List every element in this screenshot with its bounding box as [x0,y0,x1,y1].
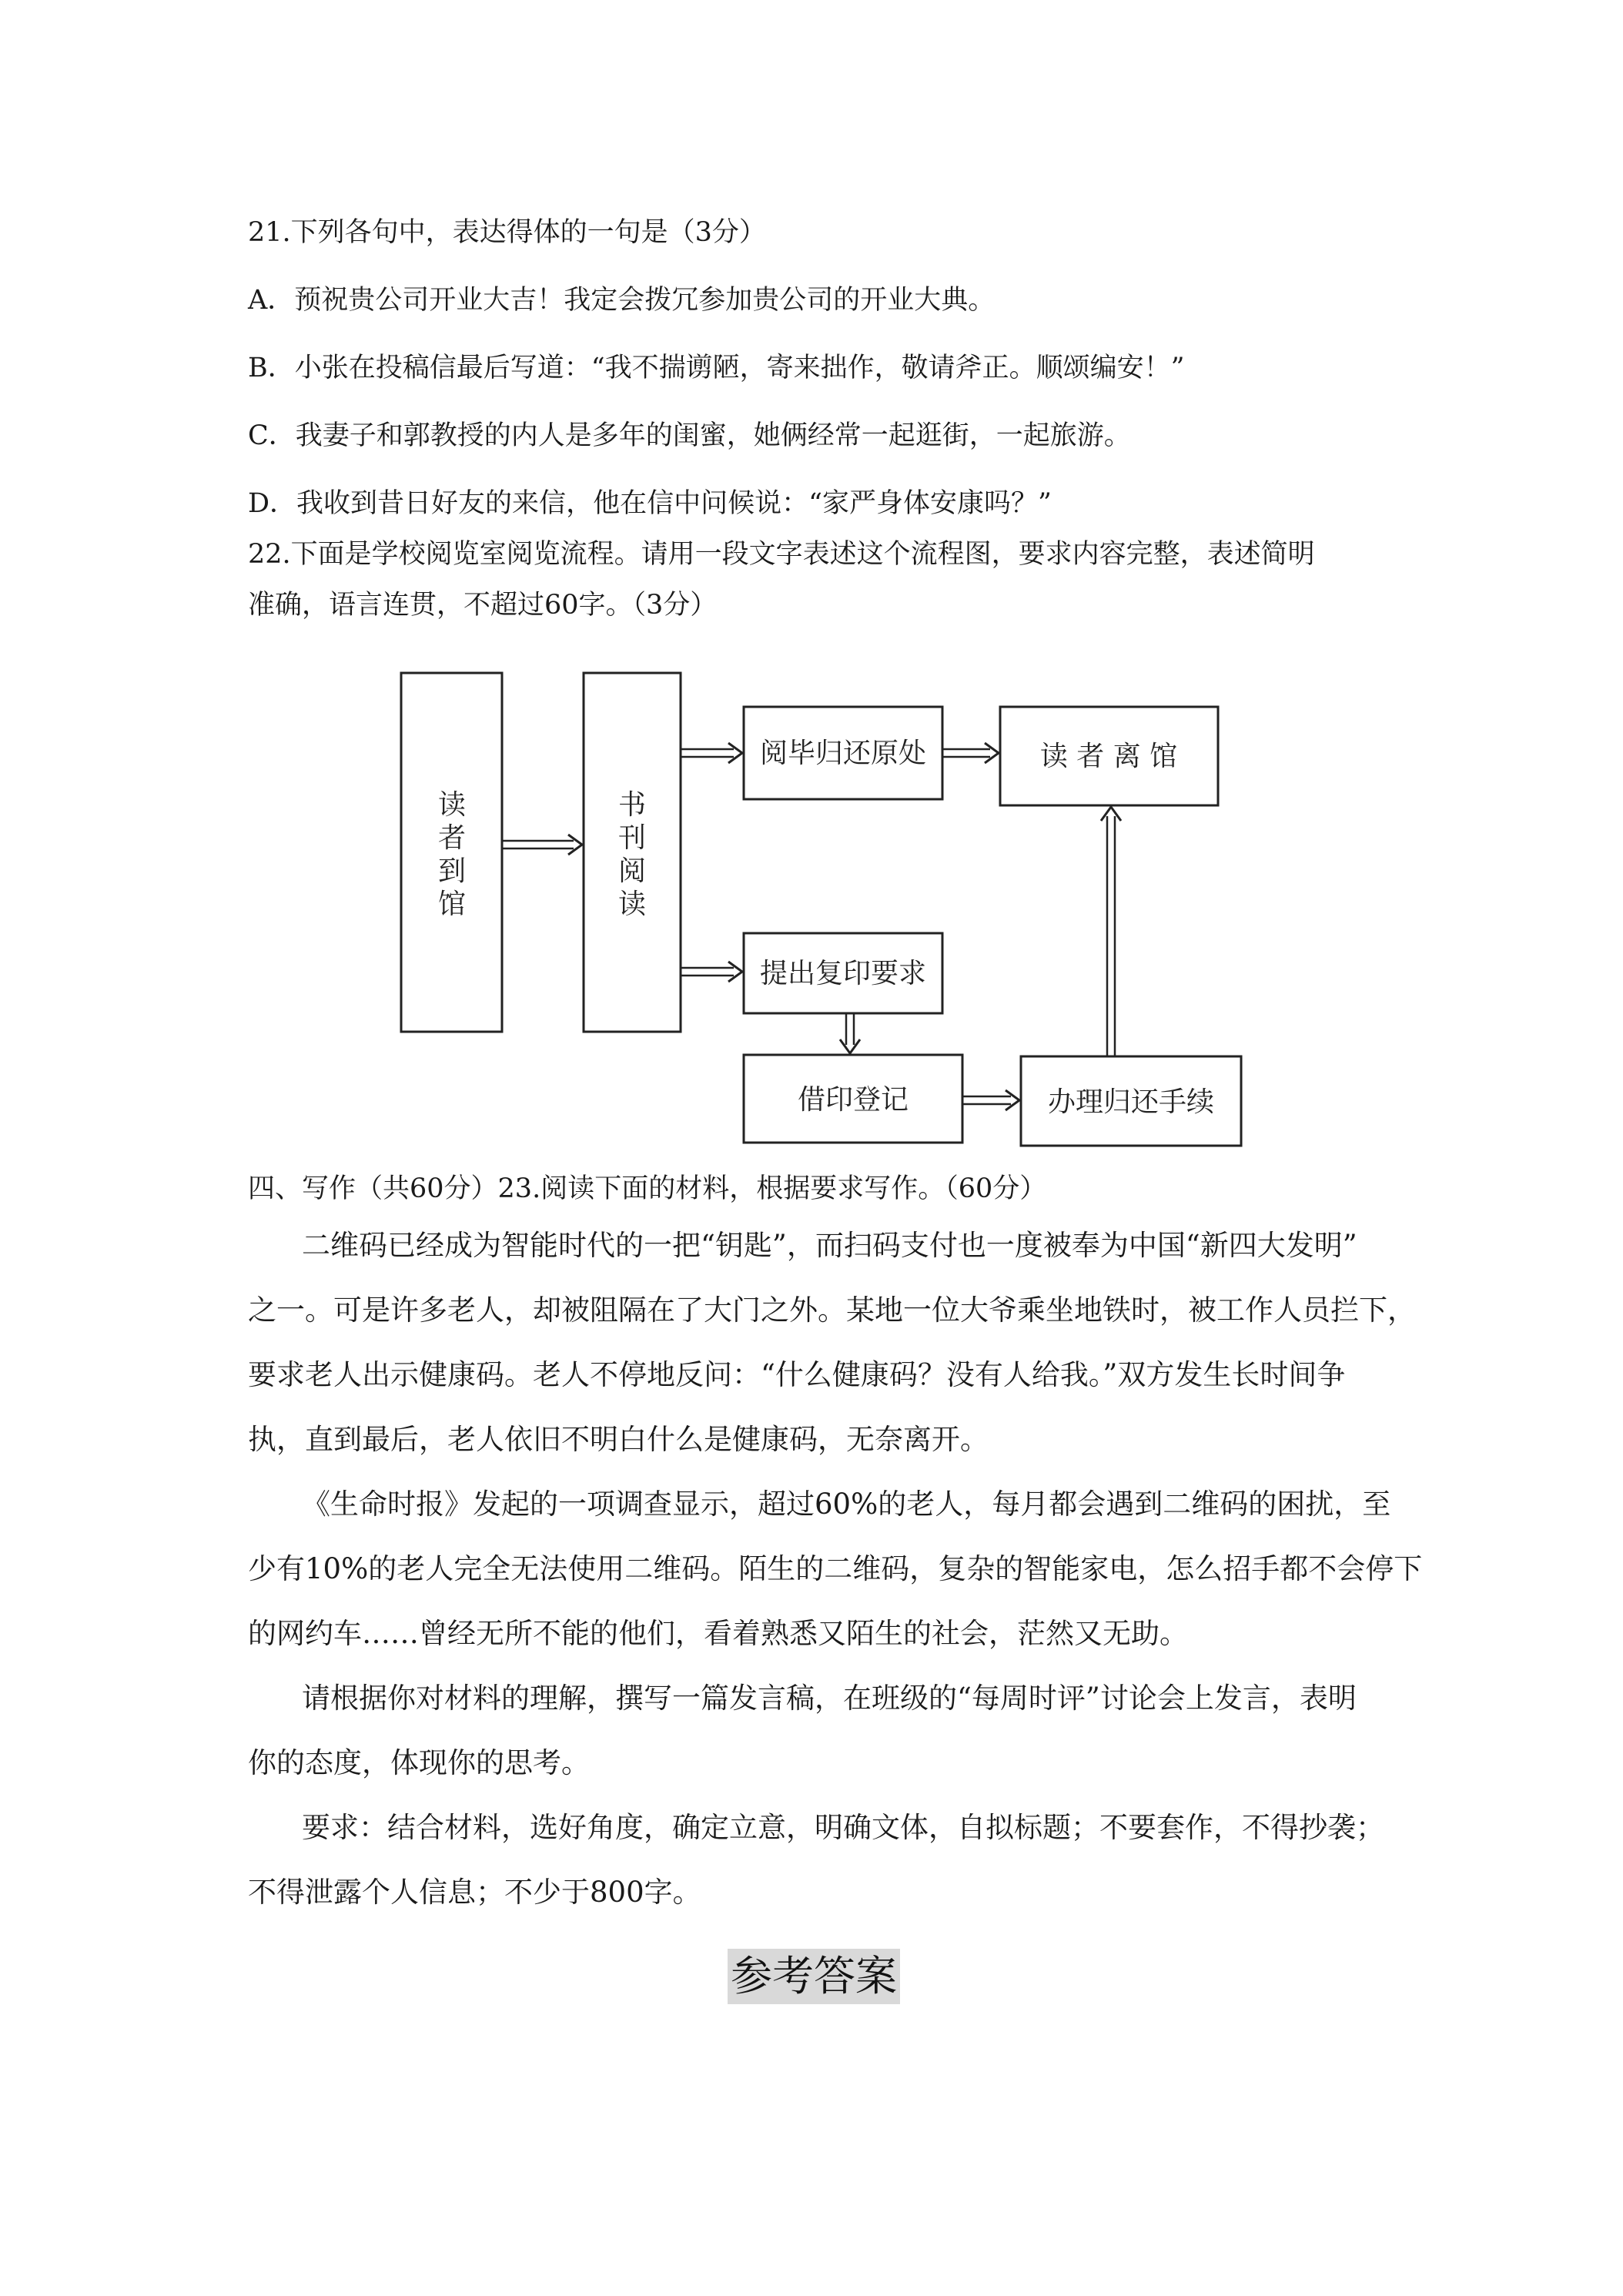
arrow-register-to-procedure [962,1090,1019,1110]
q21-option-b: B．小张在投稿信最后写道：“我不揣谫陋，寄来拙作，敬请斧正。顺颂编安！” [248,353,1185,383]
para1-line-3: 要求老人出示健康码。老人不停地反问：“什么健康码？没有人给我。”双方发生长时间争 [248,1358,1346,1391]
para2-line-1: 《生命时报》发起的一项调查显示，超过60%的老人，每月都会遇到二维码的困扰，至 [302,1488,1391,1521]
para3-line-1: 请根据你对材料的理解，撰写一篇发言稿，在班级的“每周时评”讨论会上发言，表明 [302,1682,1357,1715]
return-procedure-label: 办理归还手续 [1047,1086,1215,1118]
q21-option-c: C．我妻子和郭教授的内人是多年的闺蜜，她俩经常一起逛街，一起旅游。 [248,420,1131,451]
para2-line-3: 的网约车……曾经无所不能的他们，看着熟悉又陌生的社会，茫然又无助。 [248,1617,1188,1650]
para4-line-1: 要求：结合材料，选好角度，确定立意，明确文体，自拟标题；不要套作，不得抄袭； [302,1811,1384,1844]
para3-line-2: 你的态度，体现你的思考。 [248,1746,590,1779]
para2-line-2: 少有10%的老人完全无法使用二维码。陌生的二维码，复杂的智能家电，怎么招手都不会停下 [248,1552,1423,1585]
request-copy-label: 提出复印要求 [759,958,927,989]
arrow-return-to-leave [942,743,999,763]
reader-arrive-char-4: 馆 [437,889,467,920]
reader-arrive-char-2: 者 [437,822,467,854]
reader-arrive-char-1: 读 [437,789,467,821]
borrow-register-label: 借印登记 [797,1084,909,1116]
q21-stem: 21.下列各句中，表达得体的一句是（3分） [248,217,766,248]
arrow-copy-to-register [840,1013,860,1053]
para1-line-2: 之一。可是许多老人，却被阻隔在了大门之外。某地一位大爷乘坐地铁时，被工作人员拦下， [248,1294,1416,1327]
arrow-procedure-to-leave [1101,807,1121,1056]
q21-option-d: D．我收到昔日好友的来信，他在信中问候说：“家严身体安康吗？” [248,488,1052,519]
arrow-reading-to-return [681,743,742,763]
q22-stem-line1: 22.下面是学校阅览室阅览流程。请用一段文字表述这个流程图，要求内容完整，表述简明 [248,539,1315,570]
arrow-arrive-to-reading [502,835,582,855]
arrow-reading-to-copy [681,962,742,982]
para4-line-2: 不得泄露个人信息；不少于800字。 [248,1876,701,1909]
answer-title: 参考答案 [728,1949,900,2004]
section4-heading: 四、写作（共60分）23.阅读下面的材料，根据要求写作。（60分） [248,1173,1047,1204]
return-after-reading-label: 阅毕归还原处 [759,738,927,769]
reader-arrive-char-3: 到 [437,855,467,887]
book-reading-char-4: 读 [617,889,647,920]
book-reading-char-2: 刊 [617,822,647,854]
q22-stem-line2: 准确，语言连贯，不超过60字。（3分） [248,590,718,621]
book-reading-char-3: 阅 [617,855,647,887]
reader-leave-label: 读 者 离 馆 [1039,741,1178,772]
book-reading-char-1: 书 [617,789,647,821]
q21-option-a: A．预祝贵公司开业大吉！我定会拨冗参加贵公司的开业大典。 [248,285,996,316]
para1-line-4: 执，直到最后，老人依旧不明白什么是健康码，无奈离开。 [248,1423,989,1456]
para1-line-1: 二维码已经成为智能时代的一把“钥匙”，而扫码支付也一度被奉为中国“新四大发明” [302,1229,1357,1262]
